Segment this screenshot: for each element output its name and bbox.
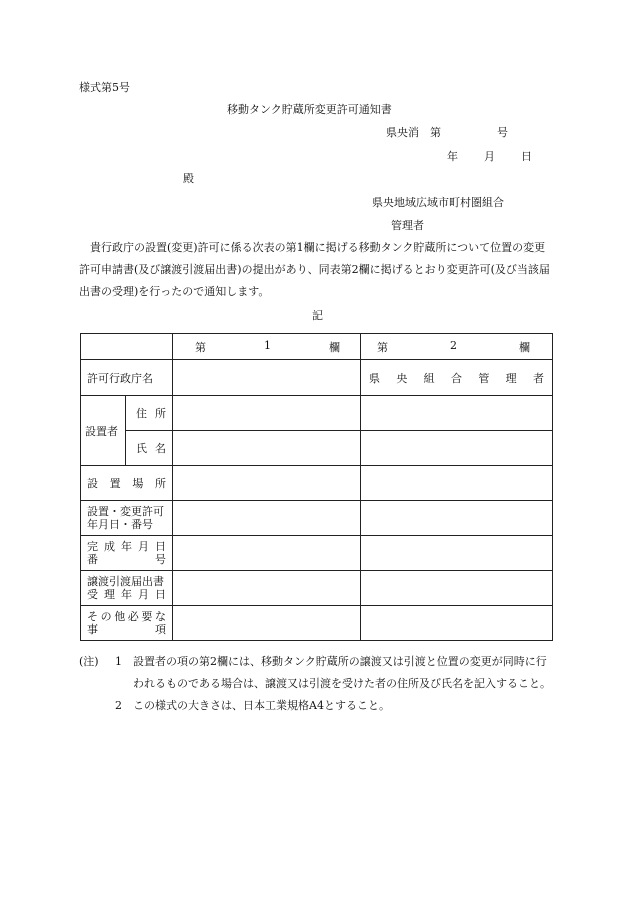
cell-name-col2	[361, 431, 553, 466]
cell-agency-col1	[173, 360, 361, 396]
label-installer: 設置者	[81, 396, 126, 466]
issuer-title: 管理者	[391, 219, 424, 232]
table-header-row	[81, 334, 553, 360]
label-address: 住 所	[126, 396, 173, 431]
label-name: 氏 名	[126, 431, 173, 466]
cell-name-col1	[173, 431, 361, 466]
cell-permit-date-col1	[173, 501, 361, 536]
note-item	[79, 651, 555, 695]
ki-heading: 記	[312, 309, 323, 322]
col2-header: 第 2 欄	[361, 334, 553, 360]
cell-location-col1	[173, 466, 361, 501]
cell-completion-col1	[173, 536, 361, 571]
cell-completion-col2	[361, 536, 553, 571]
cell-other-col2	[361, 606, 553, 641]
label-location: 設 置 場 所	[81, 466, 173, 501]
label-other: そ の 他 必 要 な 事 項	[81, 606, 173, 641]
body-text: 貴行政庁の設置(変更)許可に係る次表の第1欄に掲げる移動タンク貯蔵所について位置の変更許可申請書(及び譲渡引渡届出書)の提出があり、同表第2欄に掲げるとおり変更許可(及び当該届出書の受理)を行ったので通知します。	[79, 241, 550, 298]
note-text: 設置者の項の第2欄には、移動タンク貯蔵所の譲渡又は引渡と位置の変更が同時に行われるものである場合は、譲渡又は引渡を受けた者の住所及び氏名を記入すること。	[133, 655, 551, 690]
addressee-suffix: 殿	[183, 172, 194, 185]
table-row	[81, 501, 553, 536]
form-number: 様式第5号	[79, 81, 130, 94]
cell-other-col1	[173, 606, 361, 641]
label-permit-date: 設置・変更許可 年月日・番号	[81, 501, 173, 536]
col1-header: 第 1 欄	[173, 334, 361, 360]
table-row	[81, 431, 553, 466]
issuer-organization: 県央地域広域市町村圏組合	[372, 196, 504, 209]
cell-transfer-col2	[361, 571, 553, 606]
table-row	[81, 396, 553, 431]
cell-transfer-col1	[173, 571, 361, 606]
header-empty-cell	[81, 334, 173, 360]
table-row	[81, 571, 553, 606]
notification-table	[80, 333, 553, 641]
label-permit-agency: 許可行政庁名	[81, 360, 173, 396]
label-transfer: 譲渡引渡届出書 受 理 年 月 日	[81, 571, 173, 606]
notes	[79, 651, 555, 717]
cell-agency-col2: 県 央 組 合 管 理 者	[361, 360, 553, 396]
table-row	[81, 536, 553, 571]
document-title: 移動タンク貯蔵所変更許可通知書	[227, 103, 392, 116]
note-number: 1	[115, 655, 122, 668]
cell-location-col2	[361, 466, 553, 501]
table-row	[81, 466, 553, 501]
issue-date: 年 月 日	[447, 150, 532, 163]
note-item	[79, 695, 555, 717]
note-number: 2	[115, 699, 122, 712]
table-row	[81, 360, 553, 396]
table-row	[81, 606, 553, 641]
notes-label: (注)	[79, 655, 99, 668]
cell-address-col2	[361, 396, 553, 431]
cell-address-col1	[173, 396, 361, 431]
cell-permit-date-col2	[361, 501, 553, 536]
label-completion: 完 成 年 月 日 番 号	[81, 536, 173, 571]
document-number: 県央消 第 号	[386, 126, 508, 139]
note-text: この様式の大きさは、日本工業規格A4とすること。	[133, 699, 390, 712]
